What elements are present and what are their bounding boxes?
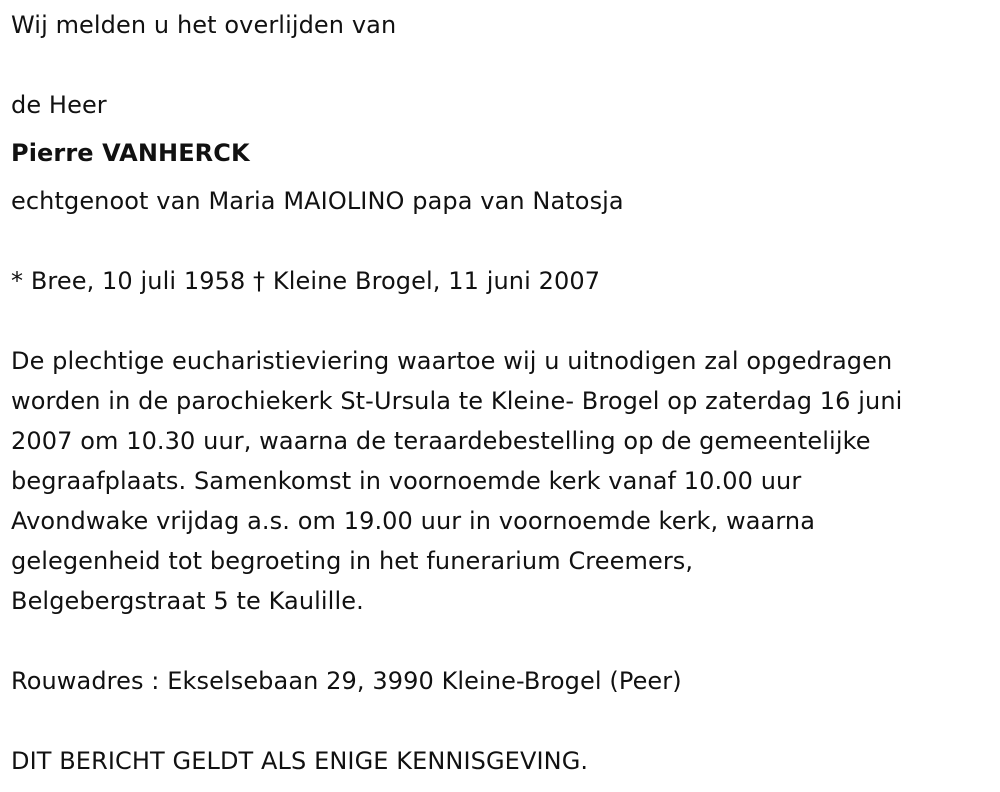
ceremony-line: Belgebergstraat 5 te Kaulille. xyxy=(11,587,364,615)
relation-text: echtgenoot van Maria MAIOLINO papa van Natosja xyxy=(11,187,624,215)
closing-statement: DIT BERICHT GELDT ALS ENIGE KENNISGEVING. xyxy=(11,747,589,775)
ceremony-line: gelegenheid tot begroeting in het funerarium Creemers, xyxy=(11,547,694,575)
ceremony-line: begraafplaats. Samenkomst in voornoemde kerk vanaf 10.00 uur xyxy=(11,467,802,495)
ceremony-line: De plechtige eucharistieviering waartoe wij u uitnodigen zal opgedragen xyxy=(11,347,893,375)
mourning-address: Rouwadres : Ekselsebaan 29, 3990 Kleine-Brogel (Peer) xyxy=(11,667,682,695)
intro-text: Wij melden u het overlijden van xyxy=(11,11,397,39)
ceremony-line: worden in de parochiekerk St-Ursula te Kleine- Brogel op zaterdag 16 juni xyxy=(11,387,903,415)
ceremony-line: Avondwake vrijdag a.s. om 19.00 uur in voornoemde kerk, waarna xyxy=(11,507,816,535)
ceremony-line: 2007 om 10.30 uur, waarna de teraardebestelling op de gemeentelijke xyxy=(11,427,871,455)
honorific-text: de Heer xyxy=(11,91,107,119)
dates-text: * Bree, 10 juli 1958 † Kleine Brogel, 11 juni 2007 xyxy=(11,267,601,295)
deceased-name: Pierre VANHERCK xyxy=(11,139,250,167)
